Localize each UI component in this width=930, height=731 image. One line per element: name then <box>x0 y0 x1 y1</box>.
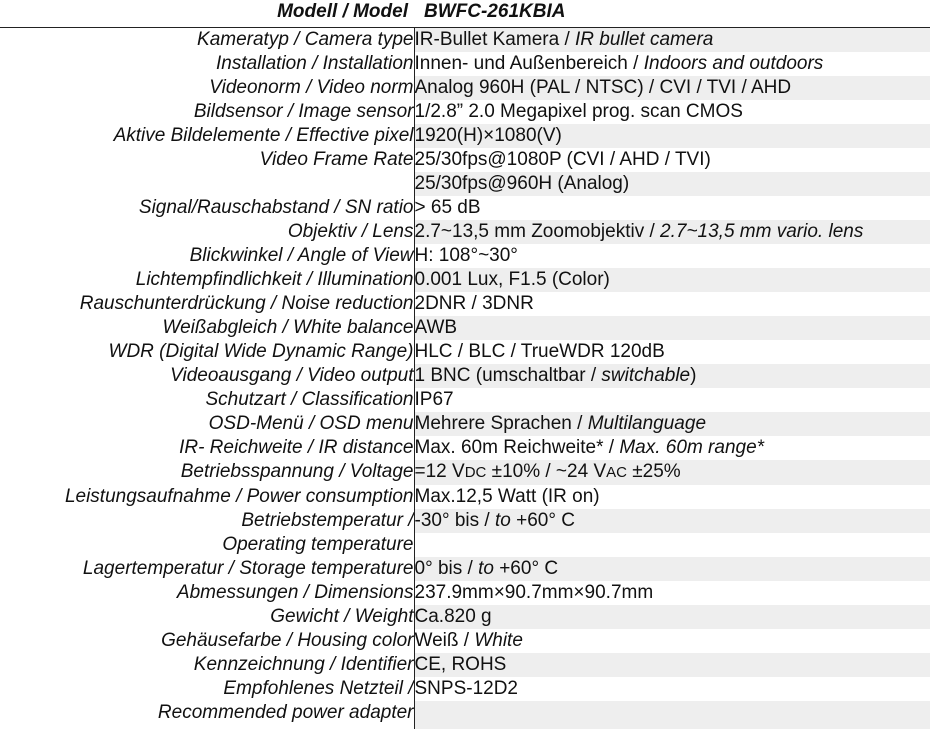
value-german: Innen- und Außenbereich / <box>414 53 644 74</box>
table-row <box>0 412 930 436</box>
value-german: H: 108°~30° <box>414 245 518 266</box>
header-label: Modell / Model <box>0 0 414 28</box>
table-row <box>0 509 930 533</box>
value-german: 2DNR / 3DNR <box>414 293 534 314</box>
value-german: Ca.820 g <box>414 606 492 627</box>
value-german: 0.001 Lux, F1.5 (Color) <box>414 269 610 290</box>
spec-label: Schutzart / Classification <box>205 389 414 410</box>
value-english: 2.7~13,5 mm vario. lens <box>660 221 864 242</box>
spec-value <box>414 244 930 268</box>
spec-value <box>414 292 930 316</box>
value-tail: ) <box>690 365 697 386</box>
table-row <box>0 460 930 485</box>
value-german: 1/2.8” 2.0 Megapixel prog. scan CMOS <box>414 101 743 122</box>
value-english: IR bullet camera <box>575 29 714 50</box>
table-row <box>0 268 930 292</box>
spec-value <box>414 52 930 76</box>
value-tail: +60° C <box>510 510 575 531</box>
spec-value <box>414 124 930 148</box>
value-german: Mehrere Sprachen / <box>414 413 588 434</box>
table-row <box>0 485 930 509</box>
value-german: -30° bis / <box>414 510 495 531</box>
voltage-part: AC <box>606 464 627 481</box>
spec-value <box>414 533 930 557</box>
table-row <box>0 220 930 244</box>
spec-label <box>0 172 414 196</box>
spec-value <box>414 100 930 124</box>
spec-value <box>414 220 930 244</box>
spec-value <box>414 340 930 364</box>
spec-label: Betriebstemperatur / <box>241 510 414 531</box>
table-row <box>0 677 930 701</box>
spec-value <box>414 172 930 196</box>
spec-label: Gehäusefarbe / Housing color <box>161 630 414 651</box>
spec-value <box>414 316 930 340</box>
table-row <box>0 581 930 605</box>
spec-label: OSD-Menü / OSD menu <box>208 413 414 434</box>
spec-value <box>414 460 930 485</box>
value-english: White <box>474 630 523 651</box>
spec-label: Leistungsaufnahme / Power consumption <box>64 486 414 507</box>
value-english: Max. 60m range* <box>619 437 765 458</box>
spec-label: Signal/Rauschabstand / SN ratio <box>138 197 414 218</box>
table-row <box>0 172 930 196</box>
table-row <box>0 124 930 148</box>
value-german: SNPS-12D2 <box>414 678 518 699</box>
spec-label: Operating temperature <box>222 534 414 555</box>
spec-label: Lichtempfindlichkeit / Illumination <box>135 269 414 290</box>
value-tail: +60° C <box>493 558 559 579</box>
table-row <box>0 100 930 124</box>
spec-value <box>414 629 930 653</box>
value-german: 25/30fps@960H (Analog) <box>414 173 630 194</box>
spec-label: Blickwinkel / Angle of View <box>189 245 414 266</box>
spec-label: Lagertemperatur / Storage temperature <box>82 558 414 579</box>
spec-value <box>414 364 930 388</box>
spec-label: Aktive Bildelemente / Effective pixel <box>113 125 414 146</box>
value-german: 1920(H)×1080(V) <box>414 125 562 146</box>
value-german: 237.9mm×90.7mm×90.7mm <box>414 582 654 603</box>
header-row <box>0 0 930 28</box>
value-german: 1 BNC (umschaltbar / <box>414 365 602 386</box>
spec-value <box>414 268 930 292</box>
spec-value <box>414 412 930 436</box>
spec-label: Recommended power adapter <box>157 702 414 723</box>
spec-label: Weißabgleich / White balance <box>162 317 414 338</box>
spec-label: Abmessungen / Dimensions <box>176 582 414 603</box>
table-row <box>0 52 930 76</box>
voltage-part: ±25% <box>626 461 681 482</box>
value-english: to <box>478 558 494 579</box>
value-german: 2.7~13,5 mm Zoomobjektiv / <box>414 221 661 242</box>
spec-label: Video Frame Rate <box>259 149 414 170</box>
table-row <box>0 701 930 729</box>
value-english: Indoors and outdoors <box>643 53 824 74</box>
spec-label: Betriebsspannung / Voltage <box>180 461 414 482</box>
spec-label: Empfohlenes Netzteil / <box>223 678 414 699</box>
table-row <box>0 533 930 557</box>
table-row <box>0 340 930 364</box>
table-row <box>0 436 930 460</box>
table-row <box>0 629 930 653</box>
spec-label: Videoausgang / Video output <box>170 365 414 386</box>
voltage-part: DC <box>464 464 487 481</box>
value-english: Multilanguage <box>587 413 707 434</box>
spec-label: Installation / Installation <box>215 53 414 74</box>
spec-value <box>414 677 930 701</box>
value-german: Analog 960H (PAL / NTSC) / CVI / TVI / AHD <box>414 77 792 98</box>
value-german: 25/30fps@1080P (CVI / AHD / TVI) <box>414 149 711 170</box>
spec-label: Kameratyp / Camera type <box>197 29 414 50</box>
value-german: HLC / BLC / TrueWDR 120dB <box>414 341 665 362</box>
table-row <box>0 148 930 172</box>
value-german: Max.12,5 Watt (IR on) <box>414 486 600 507</box>
value-german: AWB <box>414 317 458 338</box>
spec-value <box>414 701 930 729</box>
value-german: IP67 <box>414 389 454 410</box>
spec-value <box>414 581 930 605</box>
value-german: CE, ROHS <box>414 654 507 675</box>
table-row <box>0 364 930 388</box>
table-row <box>0 292 930 316</box>
spec-value <box>414 653 930 677</box>
spec-label: Rauschunterdrückung / Noise reduction <box>79 293 414 314</box>
spec-value <box>414 196 930 220</box>
table-row <box>0 244 930 268</box>
table-row <box>0 76 930 100</box>
table-row <box>0 653 930 677</box>
value-german: > 65 dB <box>414 197 481 218</box>
spec-label: Objektiv / Lens <box>287 221 414 242</box>
value-german: IR-Bullet Kamera / <box>414 29 575 50</box>
spec-value <box>414 605 930 629</box>
spec-value <box>414 148 930 172</box>
value-english: switchable <box>601 365 691 386</box>
spec-label: Videonorm / Video norm <box>209 77 414 98</box>
header-model-value: BWFC-261KBIA <box>414 0 930 28</box>
voltage-part: ±10% / ~24 V <box>486 461 607 482</box>
spec-value <box>414 388 930 412</box>
table-row <box>0 557 930 581</box>
table-row <box>0 196 930 220</box>
spec-value <box>414 509 930 533</box>
spec-value <box>414 28 930 53</box>
spec-label: WDR (Digital Wide Dynamic Range) <box>108 341 414 362</box>
table-row <box>0 605 930 629</box>
voltage-part: =12 V <box>414 461 465 482</box>
table-row <box>0 388 930 412</box>
value-german: Max. 60m Reichweite* / <box>414 437 620 458</box>
spec-label: Kennzeichnung / Identifier <box>193 654 414 675</box>
spec-value <box>414 557 930 581</box>
table-row <box>0 316 930 340</box>
spec-value <box>414 76 930 100</box>
value-english: to <box>494 510 511 531</box>
table-row <box>0 28 930 53</box>
spec-value <box>414 485 930 509</box>
spec-label: IR- Reichweite / IR distance <box>179 437 414 458</box>
spec-value <box>414 436 930 460</box>
value-german: Weiß / <box>414 630 475 651</box>
spec-label: Bildsensor / Image sensor <box>193 101 414 122</box>
spec-label: Gewicht / Weight <box>270 606 414 627</box>
value-german: 0° bis / <box>414 558 479 579</box>
